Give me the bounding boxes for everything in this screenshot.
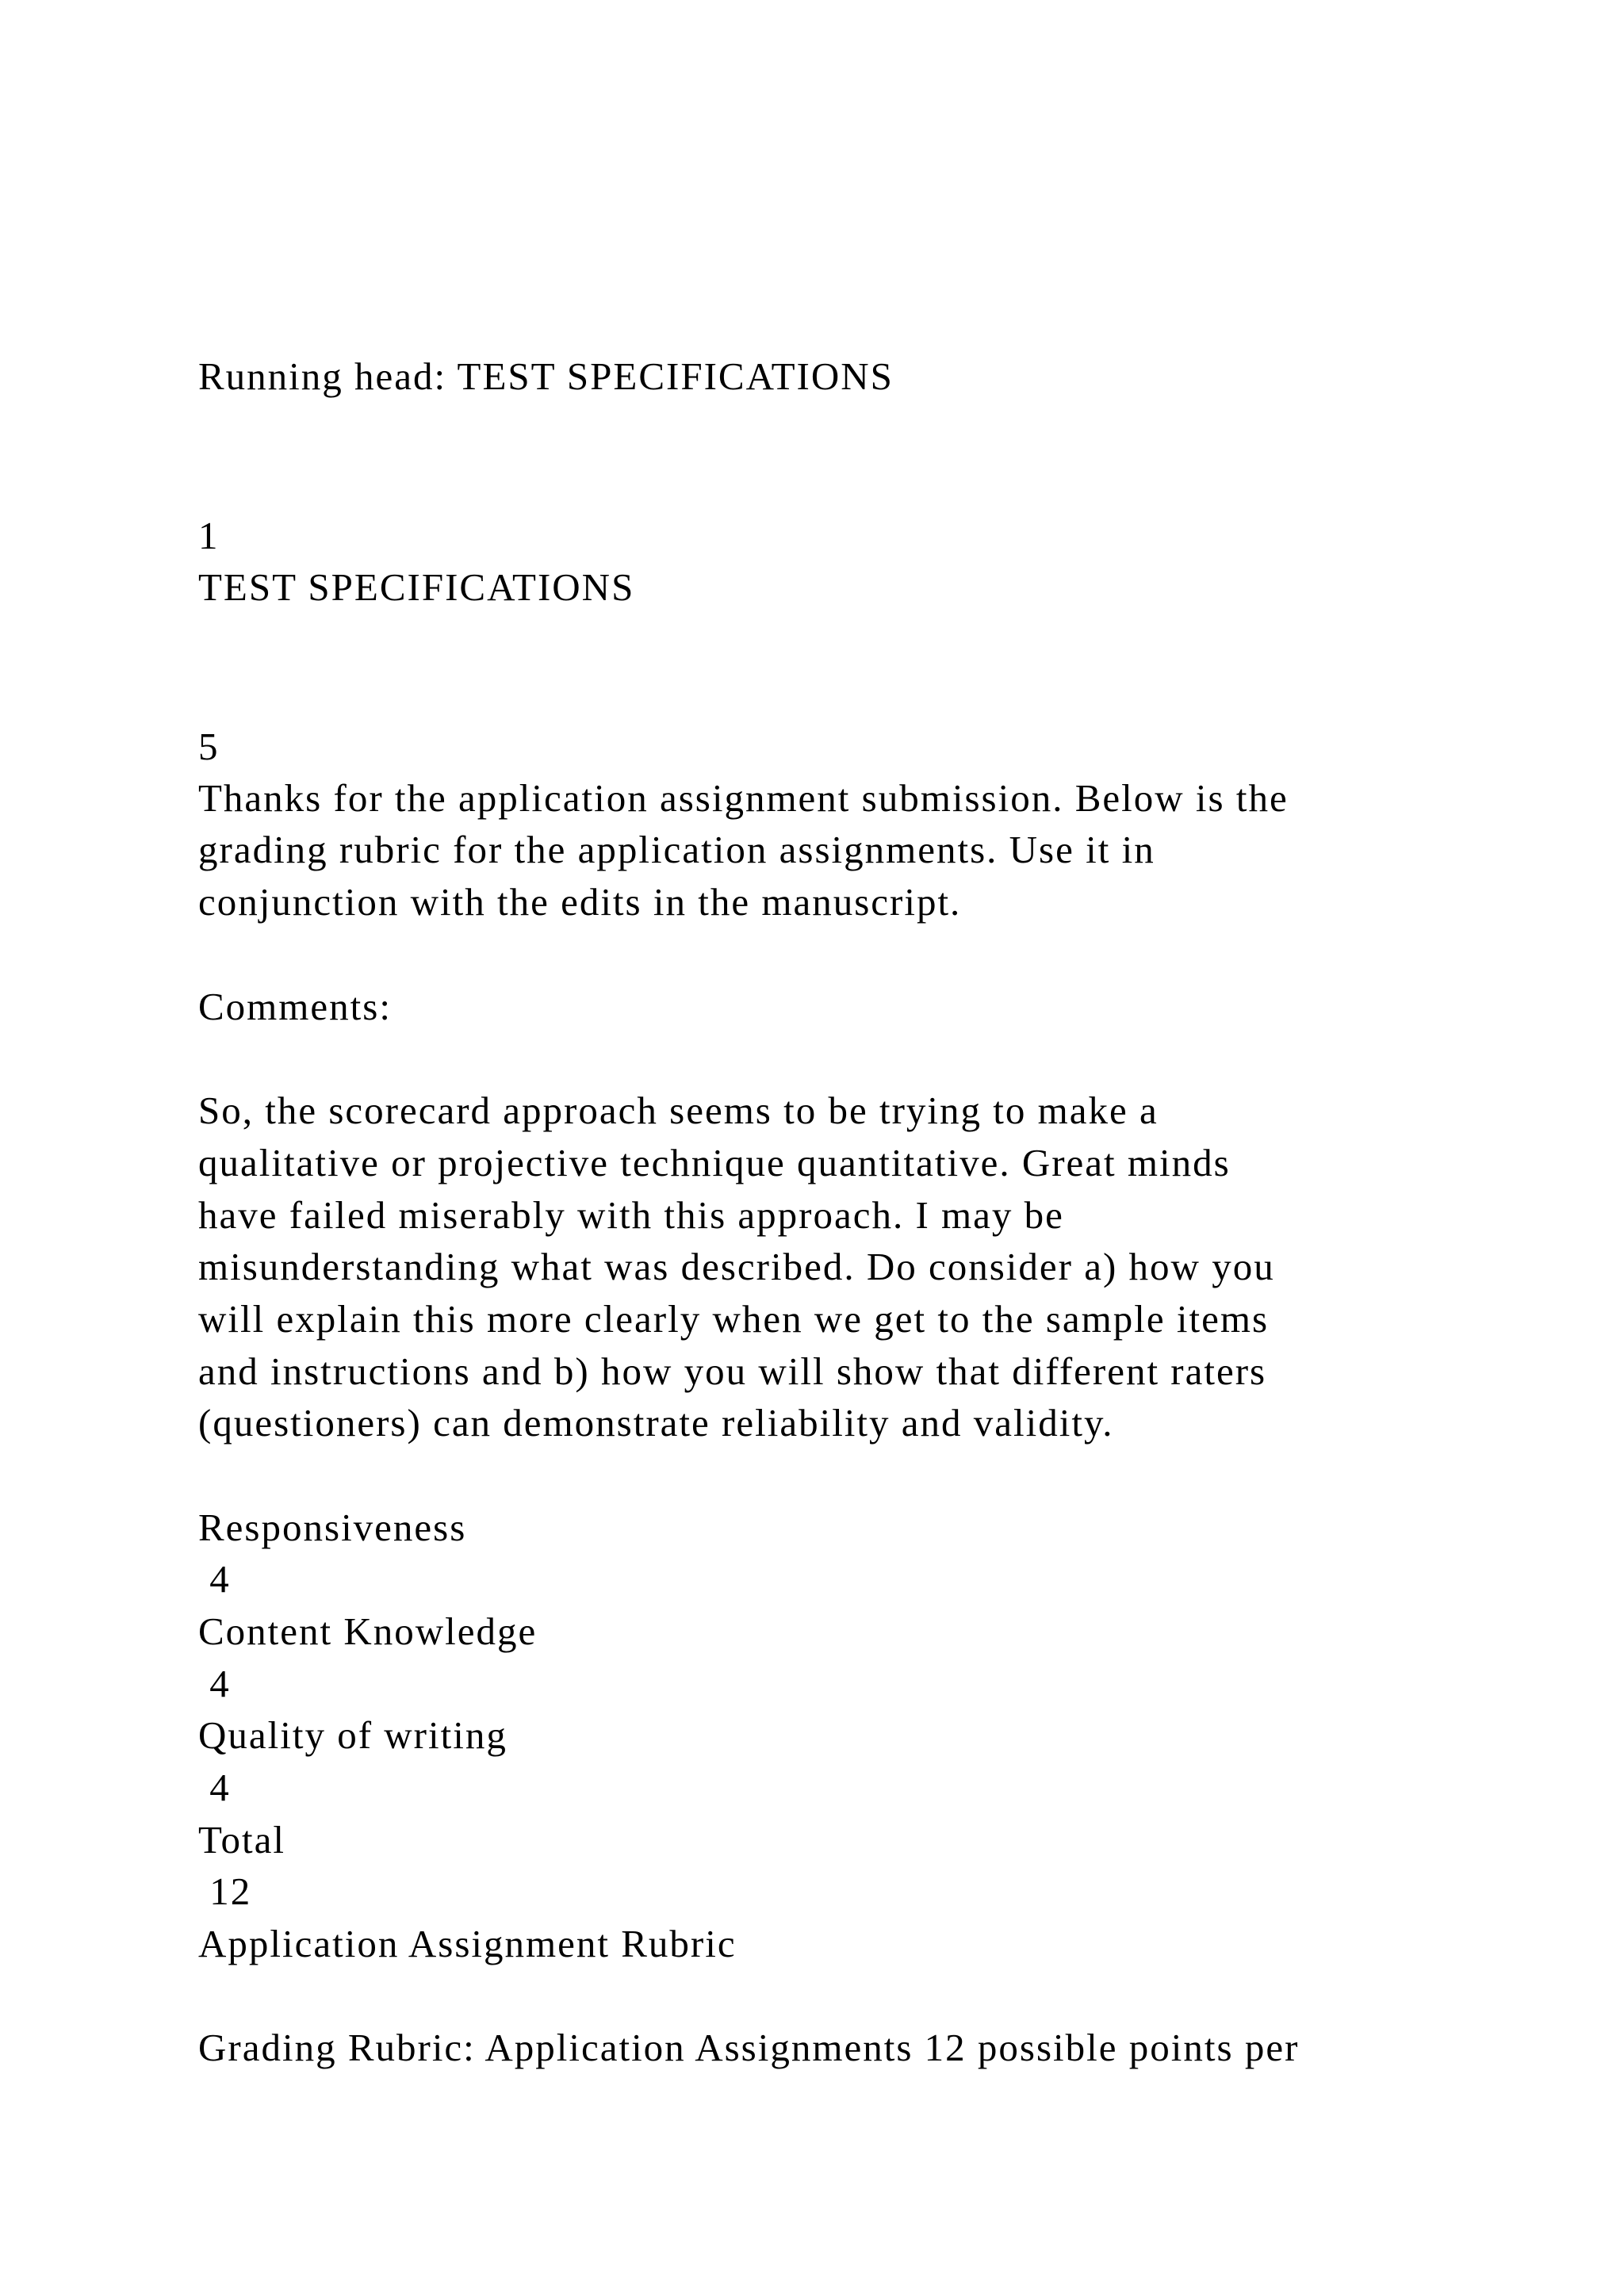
comments-label: Comments: <box>198 985 392 1028</box>
comment-line-2: qualitative or projective technique quantitative. Great minds <box>198 1141 1231 1184</box>
score-label-responsiveness: Responsiveness <box>198 1506 467 1549</box>
grading-rubric-line: Grading Rubric: Application Assignments 12 possible points per <box>198 2026 1300 2069</box>
page-number-1: 1 <box>198 514 220 557</box>
comment-line-6: and instructions and b) how you will show that different raters <box>198 1349 1267 1393</box>
comment-line-3: have failed miserably with this approach. I may be <box>198 1193 1064 1237</box>
score-value-total: 12 <box>198 1869 252 1913</box>
rubric-title: Application Assignment Rubric <box>198 1922 737 1965</box>
comment-line-4: misunderstanding what was described. Do consider a) how you <box>198 1245 1275 1288</box>
score-value-content-knowledge: 4 <box>198 1662 231 1705</box>
intro-line-3: conjunction with the edits in the manuscript. <box>198 880 962 924</box>
comment-line-7: (questioners) can demonstrate reliability and validity. <box>198 1401 1114 1445</box>
intro-line-2: grading rubric for the application assignments. Use it in <box>198 828 1155 871</box>
score-label-content-knowledge: Content Knowledge <box>198 1609 538 1653</box>
intro-line-1: Thanks for the application assignment submission. Below is the <box>198 776 1289 820</box>
score-label-total: Total <box>198 1818 285 1862</box>
comment-line-1: So, the scorecard approach seems to be trying to make a <box>198 1089 1159 1132</box>
running-head: Running head: TEST SPECIFICATIONS <box>198 354 894 398</box>
header-title: TEST SPECIFICATIONS <box>198 565 635 609</box>
score-value-quality-of-writing: 4 <box>198 1766 231 1809</box>
score-label-quality-of-writing: Quality of writing <box>198 1713 508 1757</box>
score-value-responsiveness: 4 <box>198 1557 231 1601</box>
page-number-2: 5 <box>198 725 220 768</box>
comment-line-5: will explain this more clearly when we get to the sample items <box>198 1297 1270 1341</box>
